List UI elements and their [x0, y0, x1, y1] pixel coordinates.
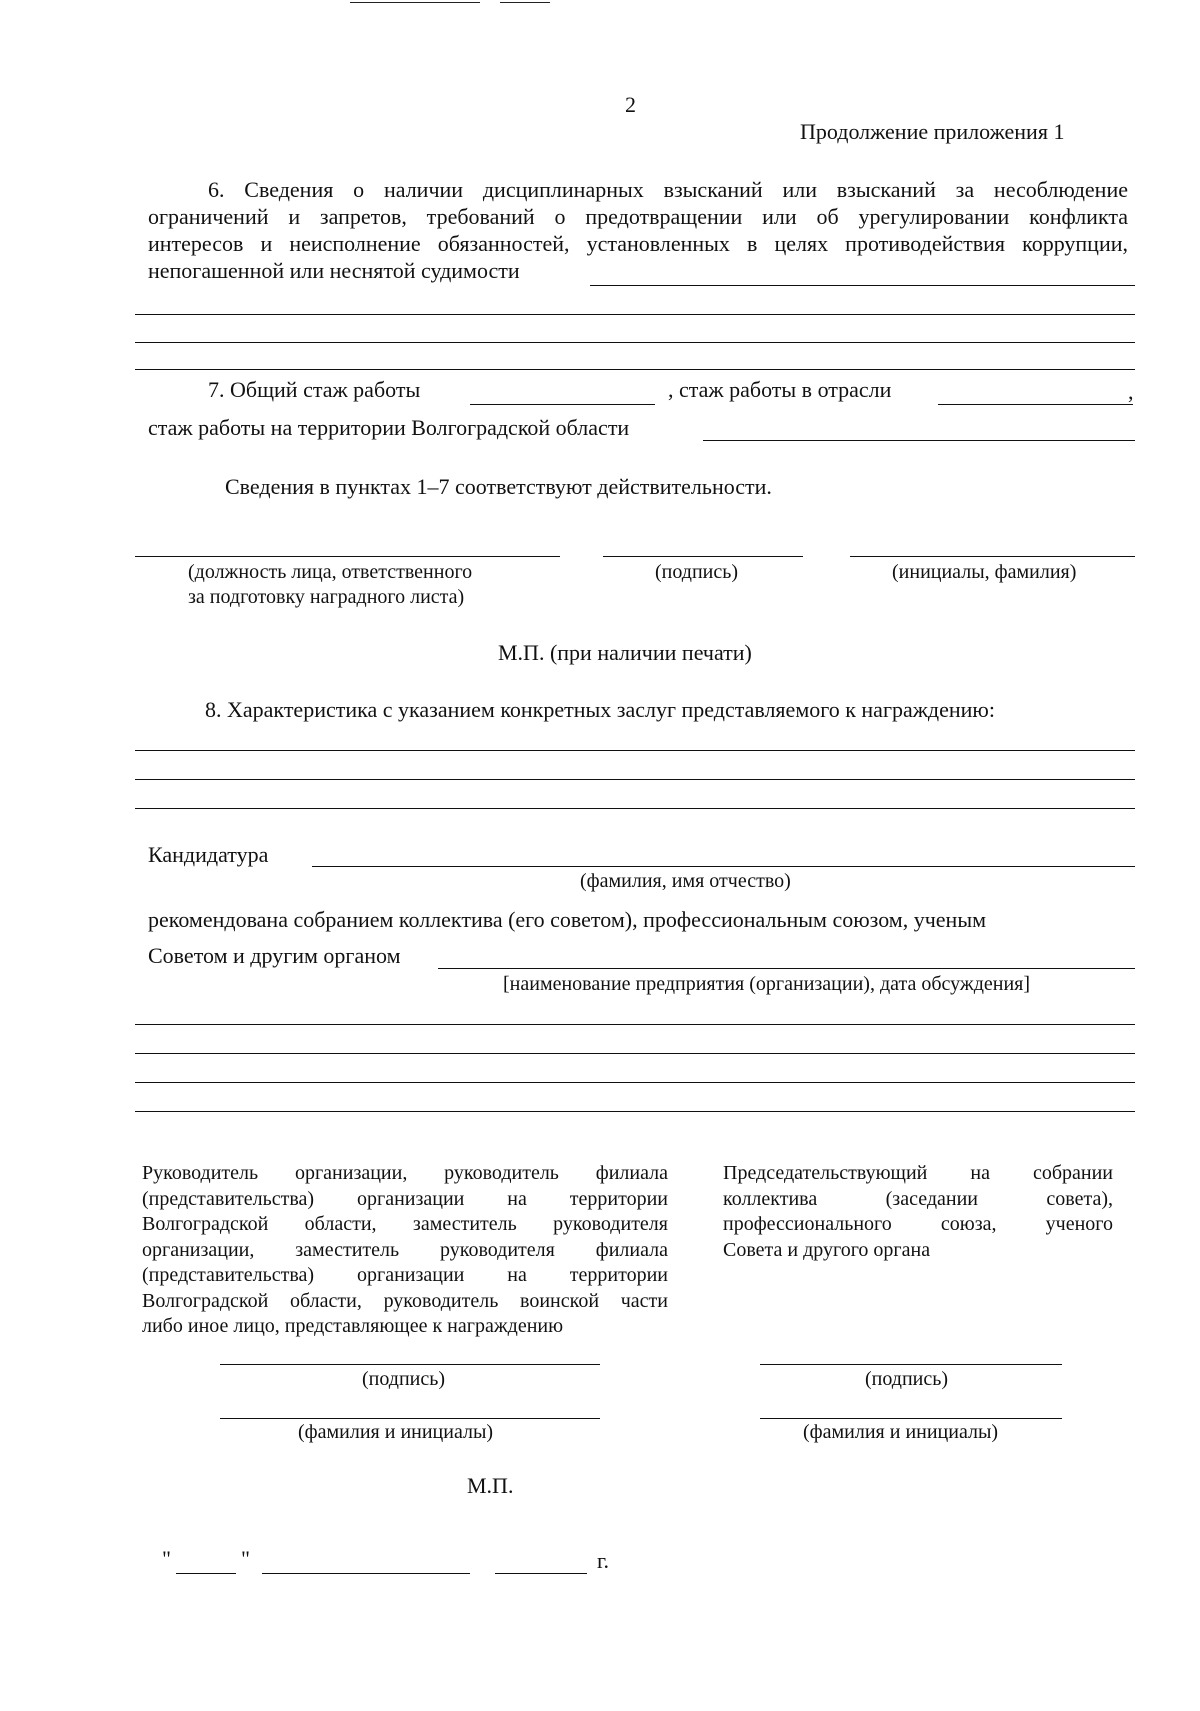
left-signature-field[interactable]: [220, 1364, 600, 1365]
section8-text: 8. Характеристика с указанием конкретных заслуг представляемого к награждению:: [205, 697, 995, 722]
position-caption-line2: за подготовку наградного листа): [188, 586, 465, 608]
position-caption-line1: (должность лица, ответственного: [188, 561, 473, 583]
left-signer-line-1: Руководитель организации, руководитель филиала: [142, 1162, 668, 1184]
signature-caption-top: (подпись): [655, 561, 739, 583]
organization-caption: [наименование предприятия (организации), дата обсуждения]: [503, 973, 1031, 995]
scan-mark-right: [500, 2, 550, 3]
responsible-name-field[interactable]: [850, 556, 1135, 557]
org-field-line-4[interactable]: [135, 1111, 1135, 1112]
responsible-position-field[interactable]: [135, 556, 560, 557]
section6-field-line-1[interactable]: [590, 285, 1135, 286]
candidate-name-caption: (фамилия, имя отчество): [580, 870, 791, 892]
section6-line1: 6. Сведения о наличии дисциплинарных взысканий или взысканий за несоблюдение: [208, 177, 1128, 202]
date-quote-close: ": [241, 1546, 250, 1571]
recommended-text: рекомендована собранием коллектива (его советом), профессиональным союзом, ученым: [148, 907, 987, 932]
right-signer-line-3: профессионального союза, ученого: [723, 1213, 1113, 1235]
right-name-field[interactable]: [760, 1418, 1062, 1419]
right-name-caption: (фамилия и инициалы): [803, 1421, 999, 1443]
stamp-top: М.П. (при наличии печати): [498, 640, 752, 665]
responsible-signature-field[interactable]: [603, 556, 803, 557]
right-signer-title: [723, 1161, 1113, 1263]
org-field-line-3[interactable]: [135, 1082, 1135, 1083]
council-label: Советом и другим органом: [148, 943, 401, 968]
right-signer-line-4: Совета и другого органа: [723, 1238, 931, 1261]
total-experience-field[interactable]: [470, 404, 655, 405]
org-field-line-2[interactable]: [135, 1053, 1135, 1054]
section6-field-line-3[interactable]: [135, 342, 1135, 343]
left-signer-line-7: либо иное лицо, представляющее к награждению: [142, 1315, 564, 1337]
section8-field-line-2[interactable]: [135, 779, 1135, 780]
council-field[interactable]: [438, 968, 1135, 969]
right-signature-caption: (подпись): [865, 1368, 949, 1390]
industry-comma: ,: [1128, 379, 1134, 404]
name-caption-top: (инициалы, фамилия): [892, 561, 1077, 583]
section6-line2: ограничений и запретов, требований о предотвращении или об урегулировании конфликта: [148, 204, 1128, 229]
section8-field-line-1[interactable]: [135, 750, 1135, 751]
region-experience-label: стаж работы на территории Волгоградской области: [148, 415, 630, 440]
confirmation-text: Сведения в пунктах 1–7 соответствуют действительности.: [225, 474, 772, 499]
date-quote-open: ": [162, 1546, 171, 1571]
candidate-name-field[interactable]: [312, 866, 1135, 867]
left-signature-caption: (подпись): [362, 1368, 446, 1390]
industry-experience-field[interactable]: [938, 404, 1133, 405]
left-signer-line-2: (представительства) организации на территории: [142, 1187, 668, 1210]
left-name-caption: (фамилия и инициалы): [298, 1421, 494, 1443]
industry-experience-label: , стаж работы в отрасли: [668, 377, 892, 402]
date-month-field[interactable]: [262, 1573, 470, 1574]
left-signer-title: [142, 1161, 668, 1340]
left-signer-line-4: организации, заместитель руководителя филиала: [142, 1238, 668, 1261]
date-day-field[interactable]: [176, 1573, 236, 1574]
right-signer-line-2: коллектива (заседании совета),: [723, 1187, 1113, 1210]
date-year-suffix: г.: [597, 1548, 610, 1573]
candidate-label: Кандидатура: [148, 842, 269, 867]
section6-field-line-4[interactable]: [135, 369, 1135, 370]
stamp-bottom: М.П.: [467, 1473, 514, 1498]
section8-field-line-3[interactable]: [135, 808, 1135, 809]
section6-line4: непогашенной или неснятой судимости: [148, 258, 520, 283]
right-signer-line-1: Председательствующий на собрании: [723, 1162, 1113, 1184]
page-number: 2: [625, 92, 636, 117]
section6-line3: интересов и неисполнение обязанностей, установленных в целях противодействия коррупции,: [148, 231, 1128, 256]
left-signer-line-3: Волгоградской области, заместитель руководителя: [142, 1213, 668, 1235]
appendix-label: Продолжение приложения 1: [800, 119, 1065, 144]
scan-mark-left: [350, 2, 480, 3]
left-signer-line-6: Волгоградской области, руководитель воинской части: [142, 1289, 668, 1312]
total-experience-label: 7. Общий стаж работы: [208, 377, 421, 402]
region-experience-field[interactable]: [703, 440, 1135, 441]
org-field-line-1[interactable]: [135, 1024, 1135, 1025]
section6-field-line-2[interactable]: [135, 314, 1135, 315]
left-name-field[interactable]: [220, 1418, 600, 1419]
right-signature-field[interactable]: [760, 1364, 1062, 1365]
left-signer-line-5: (представительства) организации на территории: [142, 1264, 668, 1286]
date-year-field[interactable]: [495, 1573, 587, 1574]
